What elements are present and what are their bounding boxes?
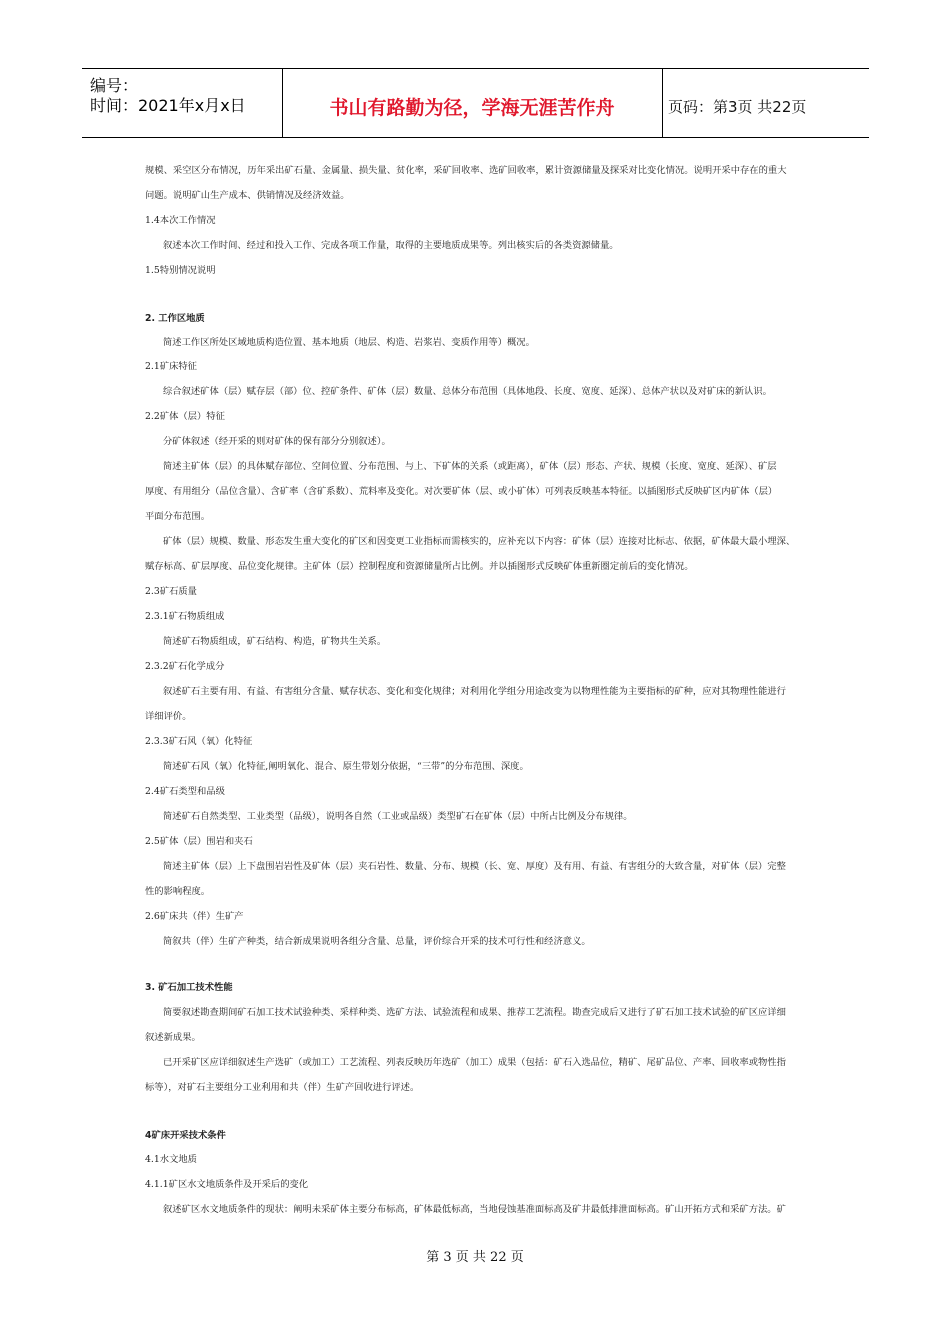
body-line: 简要叙述勘查期间矿石加工技术试验种类、采样种类、选矿方法、试验流程和成果、推荐工艺流程。勘查完成后又进行了矿石加工技术试验的矿区应详细	[163, 1007, 786, 1018]
section-heading-4-1: 4.1水文地质	[145, 1154, 197, 1165]
header-motto: 书山有路勤为径，学海无涯苦作舟	[329, 97, 615, 119]
section-heading-2-3-2: 2.3.2矿石化学成分	[145, 661, 225, 672]
body-line: 简叙共（伴）生矿产种类，结合新成果说明各组分含量、总量，评价综合开采的技术可行性和经济意义。	[163, 936, 591, 947]
section-heading-2-4: 2.4矿石类型和品级	[145, 786, 225, 797]
body-line: 分矿体叙述（经开采的则对矿体的保有部分分别叙述）。	[163, 436, 391, 447]
section-heading-1-5: 1.5特别情况说明	[145, 265, 216, 276]
body-line: 叙述矿石主要有用、有益、有害组分含量、赋存状态、变化和变化规律；对利用化学组分用途改变为以物理性能为主要指标的矿种，应对其物理性能进行	[163, 686, 786, 697]
body-line: 赋存标高、矿层厚度、品位变化规律。主矿体（层）控制程度和资源储量所占比例。并以插图形式反映矿体重新圈定前后的变化情况。	[145, 561, 694, 572]
body-line: 简述工作区所处区域地质构造位置、基本地质（地层、构造、岩浆岩、变质作用等）概况。	[163, 337, 535, 348]
section-heading-2-5: 2.5矿体（层）围岩和夹石	[145, 836, 253, 847]
body-line: 厚度、有用组分（品位含量）、含矿率（含矿系数）、荒料率及变化。对次要矿体（层、或小矿体）可列表反映基本特征。以插图形式反映矿区内矿体（层）	[145, 486, 778, 497]
header-right-cell	[662, 69, 869, 137]
section-heading-4-1-1: 4.1.1矿区水文地质条件及开采后的变化	[145, 1179, 309, 1190]
body-line: 叙述新成果。	[145, 1032, 201, 1043]
section-heading-2-3-1: 2.3.1矿石物质组成	[145, 611, 225, 622]
body-line: 性的影响程度。	[145, 886, 211, 897]
body-line: 问题。说明矿山生产成本、供销情况及经济效益。	[145, 190, 350, 201]
section-heading-2-2: 2.2矿体（层）特征	[145, 411, 225, 422]
section-heading-2-6: 2.6矿床共（伴）生矿产	[145, 911, 244, 922]
body-line: 矿体（层）规模、数量、形态发生重大变化的矿区和因变更工业指标而需核实的，应补充以下内容：矿体（层）连接对比标志、依据，矿体最大最小埋深、	[163, 536, 796, 547]
body-line: 简述矿石风（氧）化特征,阐明氧化、混合、原生带划分依据，“三带”的分布范围、深度。	[163, 761, 529, 772]
page-footer: 第 3 页 共 22 页	[426, 1250, 524, 1265]
body-line: 详细评价。	[145, 711, 192, 722]
section-heading-1-4: 1.4本次工作情况	[145, 215, 216, 226]
document-number-label: 编号：	[90, 76, 139, 95]
body-line: 综合叙述矿体（层）赋存层（部）位、控矿条件、矿体（层）数量、总体分布范围（具体地段、长度、宽度、延深）、总体产状以及对矿床的新认识。	[163, 386, 772, 397]
section-heading-2-3: 2.3矿石质量	[145, 586, 197, 597]
body-line: 叙述矿区水文地质条件的现状：阐明未采矿体主要分布标高，矿体最低标高，当地侵蚀基准面标高及矿井最低排泄面标高。矿山开拓方式和采矿方法。矿	[163, 1204, 786, 1215]
chapter-heading-4: 4矿床开采技术条件	[145, 1130, 226, 1141]
section-heading-2-1: 2.1矿床特征	[145, 361, 197, 372]
header-left-cell	[82, 69, 283, 137]
body-line: 简述矿石物质组成，矿石结构、构造，矿物共生关系。	[163, 636, 387, 647]
section-heading-2-3-3: 2.3.3矿石风（氧）化特征	[145, 736, 253, 747]
body-line: 已开采矿区应详细叙述生产选矿（或加工）工艺流程、列表反映历年选矿（加工）成果（包括：矿石入选品位，精矿、尾矿品位、产率、回收率或物性指	[163, 1057, 786, 1068]
body-line: 叙述本次工作时间、经过和投入工作、完成各项工作量，取得的主要地质成果等。列出核实后的各类资源储量。	[163, 240, 619, 251]
document-date: 时间：2021年x月x日	[90, 96, 246, 115]
header-middle-cell	[282, 69, 663, 137]
header-page-code: 页码：第3页 共22页	[668, 98, 807, 116]
body-line: 简述主矿体（层）上下盘围岩岩性及矿体（层）夹石岩性、数量、分布、规模（长、宽、厚度）及有用、有益、有害组分的大致含量，对矿体（层）完整	[163, 861, 786, 872]
chapter-heading-3: 3. 矿石加工技术性能	[145, 982, 233, 993]
body-line: 规模、采空区分布情况，历年采出矿石量、金属量、损失量、贫化率，采矿回收率、选矿回收率，累计资源储量及探采对比变化情况。说明开采中存在的重大	[145, 165, 787, 176]
body-line: 简述矿石自然类型、工业类型（品级），说明各自然（工业或品级）类型矿石在矿体（层）中所占比例及分布规律。	[163, 811, 633, 822]
chapter-heading-2: 2. 工作区地质	[145, 313, 205, 324]
body-line: 平面分布范围。	[145, 511, 211, 522]
body-line: 标等），对矿石主要组分工业利用和共（伴）生矿产回收进行评述。	[145, 1082, 420, 1093]
body-line: 简述主矿体（层）的具体赋存部位、空间位置、分布范围、与上、下矿体的关系（或距离），矿体（层）形态、产状、规模（长度、宽度、延深）、矿层	[163, 461, 777, 472]
page-header	[82, 68, 869, 138]
